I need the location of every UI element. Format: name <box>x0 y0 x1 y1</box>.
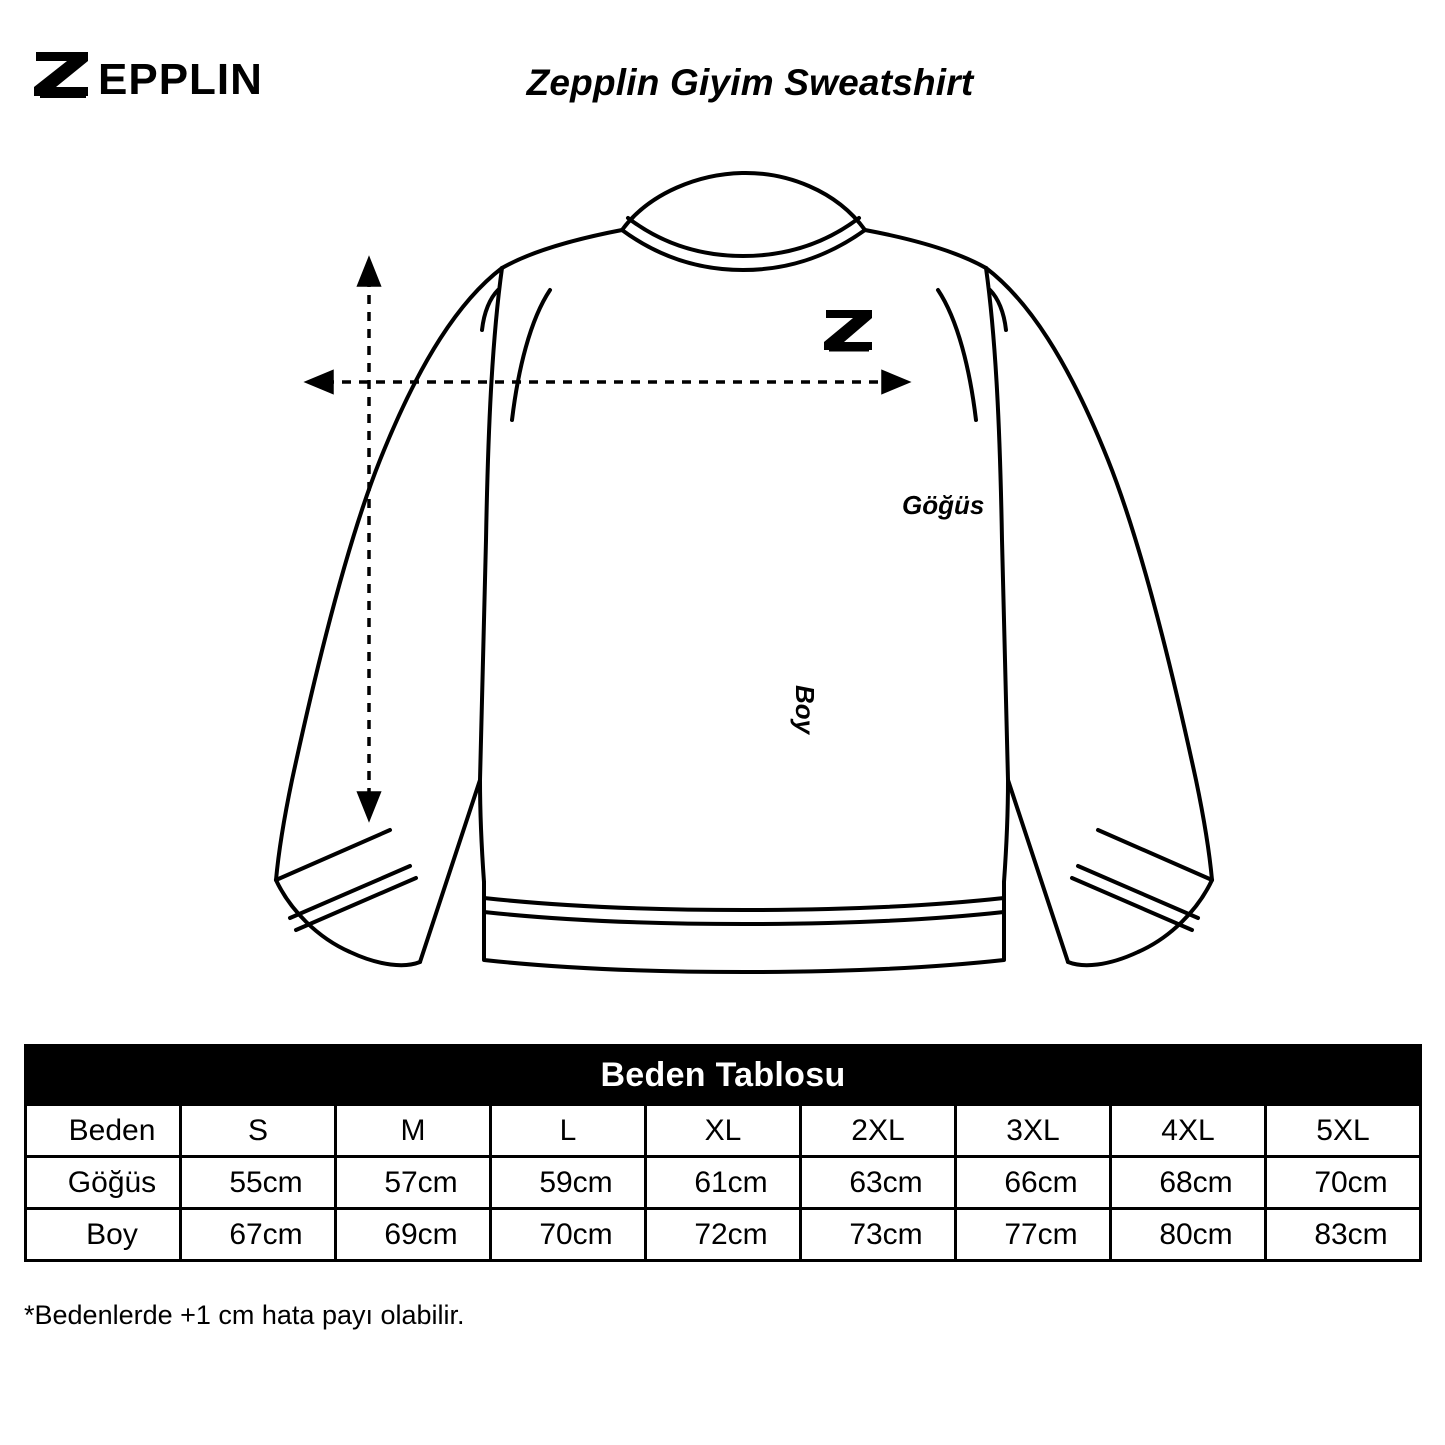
cell-boy-4xl: 80cm <box>1111 1209 1266 1261</box>
header-cell-beden: Beden <box>26 1105 181 1157</box>
cell-gogus-xl: 61cm <box>646 1157 801 1209</box>
cell-gogus-5xl: 70cm <box>1266 1157 1421 1209</box>
title-brand: Zepplin Giyim <box>526 62 785 103</box>
size-table-container <box>24 1044 1422 1262</box>
table-title-row <box>26 1046 1421 1105</box>
header-cell-size-6: 4XL <box>1111 1105 1266 1157</box>
cell-boy-xl: 72cm <box>646 1209 801 1261</box>
table-row <box>26 1209 1421 1261</box>
cell-gogus-2xl: 63cm <box>801 1157 956 1209</box>
sweatshirt-illustration <box>230 140 1230 1010</box>
cell-boy-2xl: 73cm <box>801 1209 956 1261</box>
cell-boy-s: 67cm <box>181 1209 336 1261</box>
zepplin-logo <box>30 48 270 110</box>
cell-gogus-3xl: 66cm <box>956 1157 1111 1209</box>
header-cell-size-0: S <box>181 1105 336 1157</box>
cell-gogus-l: 59cm <box>491 1157 646 1209</box>
header-cell-size-4: 2XL <box>801 1105 956 1157</box>
cell-boy-l: 70cm <box>491 1209 646 1261</box>
header-cell-size-5: 3XL <box>956 1105 1111 1157</box>
cell-boy-m: 69cm <box>336 1209 491 1261</box>
chest-measure-label: Göğüs <box>902 490 985 520</box>
title-product: Sweatshirt <box>784 62 974 103</box>
header-cell-size-2: L <box>491 1105 646 1157</box>
cell-gogus-s: 55cm <box>181 1157 336 1209</box>
header-cell-size-1: M <box>336 1105 491 1157</box>
size-table <box>24 1044 1422 1262</box>
cell-gogus-m: 57cm <box>336 1157 491 1209</box>
length-measure-label: Boy <box>790 685 820 735</box>
header-cell-size-3: XL <box>646 1105 801 1157</box>
header-cell-size-7: 5XL <box>1266 1105 1421 1157</box>
row-label-boy: Boy <box>26 1209 181 1261</box>
cell-gogus-4xl: 68cm <box>1111 1157 1266 1209</box>
footnote: *Bedenlerde +1 cm hata payı olabilir. <box>24 1300 465 1330</box>
cell-boy-3xl: 77cm <box>956 1209 1111 1261</box>
row-label-gogus: Göğüs <box>26 1157 181 1209</box>
page-title <box>300 62 1200 104</box>
svg-text:EPPLIN: EPPLIN <box>98 55 263 104</box>
table-header-row <box>26 1105 1421 1157</box>
table-row <box>26 1157 1421 1209</box>
table-title: Beden Tablosu <box>26 1046 1421 1105</box>
cell-boy-5xl: 83cm <box>1266 1209 1421 1261</box>
